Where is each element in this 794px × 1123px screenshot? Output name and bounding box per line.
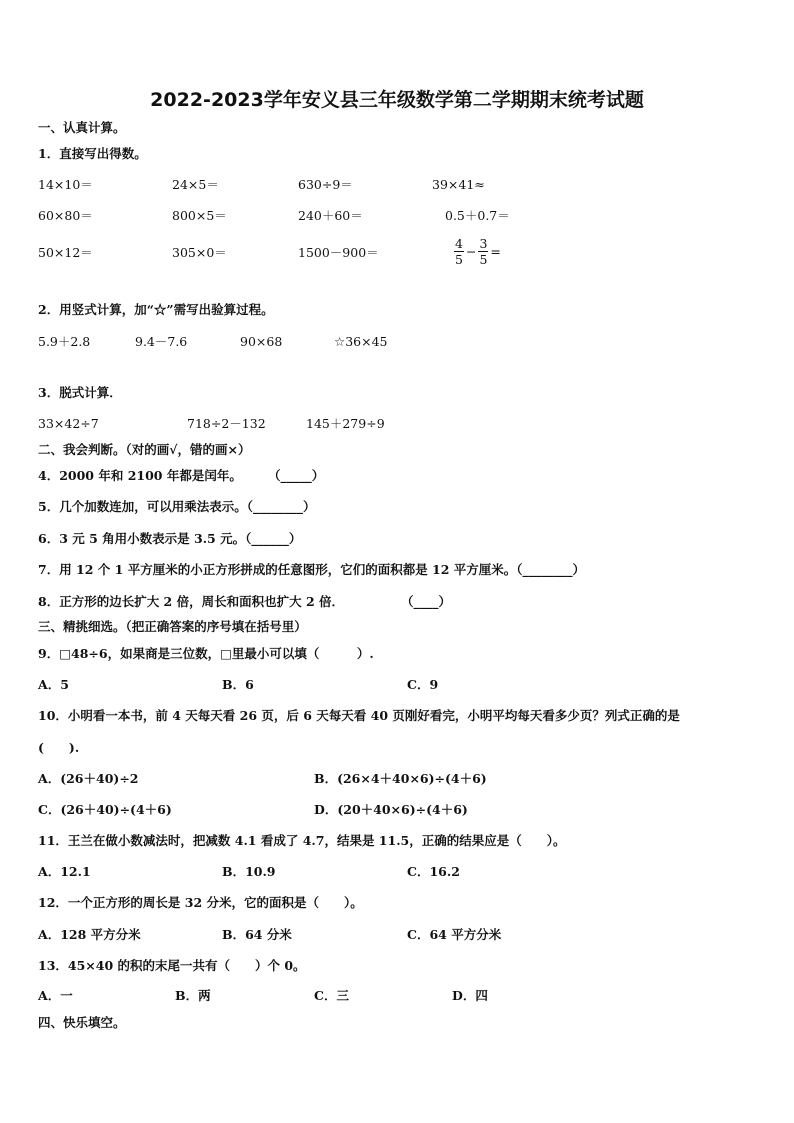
q1-item: 14×10＝ [38,177,93,192]
equals-sign: = [490,244,501,259]
option: A．一 [38,988,73,1003]
section-1-heading: 一、认真计算。 [38,120,126,135]
q2-item: 90×68 [240,334,283,349]
option: B．两 [175,988,211,1003]
fraction [478,236,488,267]
q3-item: 718÷2－132 [187,416,266,431]
question-6: 6．3 元 5 角用小数表示是 3.5 元。（______） [38,531,302,546]
option: D．(20＋40×6)÷(4＋6) [314,802,468,817]
question-4: 4．2000 年和 2100 年都是闰年。 [38,468,242,483]
question-10: 10．小明看一本书，前 4 天每天看 26 页，后 6 天每天看 40 页刚好看完，小明平均每天看多少页？列式正确的是 [38,708,680,723]
option: B．64 分米 [222,927,292,942]
numerator: 4 [455,236,463,251]
option: A．12.1 [38,864,91,879]
q1-item: 39×41≈ [432,177,485,192]
q1-item: 1500－900＝ [298,245,379,260]
answer-blank: （_____） [268,468,325,483]
q1-item: 630÷9＝ [298,177,353,192]
numerator: 3 [479,236,488,251]
question-3: 3．脱式计算． [38,385,122,400]
question-2: 2．用竖式计算，加“☆”需写出验算过程。 [38,302,274,317]
q1-item: 0.5＋0.7＝ [445,208,510,223]
denominator: 5 [479,252,488,267]
question-13: 13．45×40 的积的末尾一共有（ ）个 0。 [38,958,306,973]
option: C．16.2 [407,864,460,879]
section-4-heading: 四、快乐填空。 [38,1015,126,1030]
answer-blank: （____） [401,594,452,609]
question-5: 5．几个加数连加，可以用乘法表示。（________） [38,499,316,514]
minus-sign: − [465,244,477,259]
section-3-heading: 三、精挑细选。（把正确答案的序号填在括号里） [38,619,307,634]
option: D．四 [452,988,488,1003]
question-7: 7．用 12 个 1 平方厘米的小正方形拼成的任意图形，它们的面积都是 12 平方厘米。（________） [38,562,586,577]
q2-item: 5.9＋2.8 [38,334,91,349]
option: B．10.9 [222,864,276,879]
q1-item: 240＋60＝ [298,208,363,223]
q1-item: 24×5＝ [172,177,219,192]
option: C．9 [407,677,439,692]
q3-item: 145＋279÷9 [306,416,385,431]
option: A．128 平方分米 [38,927,141,942]
question-11: 11．王兰在做小数减法时，把减数 4.1 看成了 4.7，结果是 11.5，正确的结果应是（ ）。 [38,833,566,848]
fraction-expression [452,236,501,267]
q1-item: 60×80＝ [38,208,93,223]
question-1: 1．直接写出得数。 [38,146,147,161]
section-2-heading: 二、我会判断。（对的画√，错的画×） [38,442,251,457]
option: A．(26＋40)÷2 [38,771,139,786]
q1-item: 305×0＝ [172,245,227,260]
option: C．三 [314,988,349,1003]
option: B．(26×4＋40×6)÷(4＋6) [314,771,487,786]
q1-item: 800×5＝ [172,208,227,223]
question-9: 9．□48÷6，如果商是三位数，□里最小可以填（ ）. [38,646,374,661]
option: C．(26＋40)÷(4＋6) [38,802,172,817]
q1-item: 50×12＝ [38,245,93,260]
question-8: 8．正方形的边长扩大 2 倍，周长和面积也扩大 2 倍． [38,594,345,609]
q2-item: ☆36×45 [334,334,388,349]
q2-item: 9.4－7.6 [135,334,188,349]
fraction [454,236,464,267]
option: C．64 平方分米 [407,927,502,942]
question-12: 12．一个正方形的周长是 32 分米，它的面积是（ ）。 [38,895,363,910]
page-title: 2022-2023学年安义县三年级数学第二学期期末统考试题 [150,89,644,111]
option: B．6 [222,677,254,692]
q3-item: 33×42÷7 [38,416,99,431]
option: A．5 [38,677,69,692]
denominator: 5 [455,252,463,267]
question-10-line2: ( ). [38,740,80,755]
